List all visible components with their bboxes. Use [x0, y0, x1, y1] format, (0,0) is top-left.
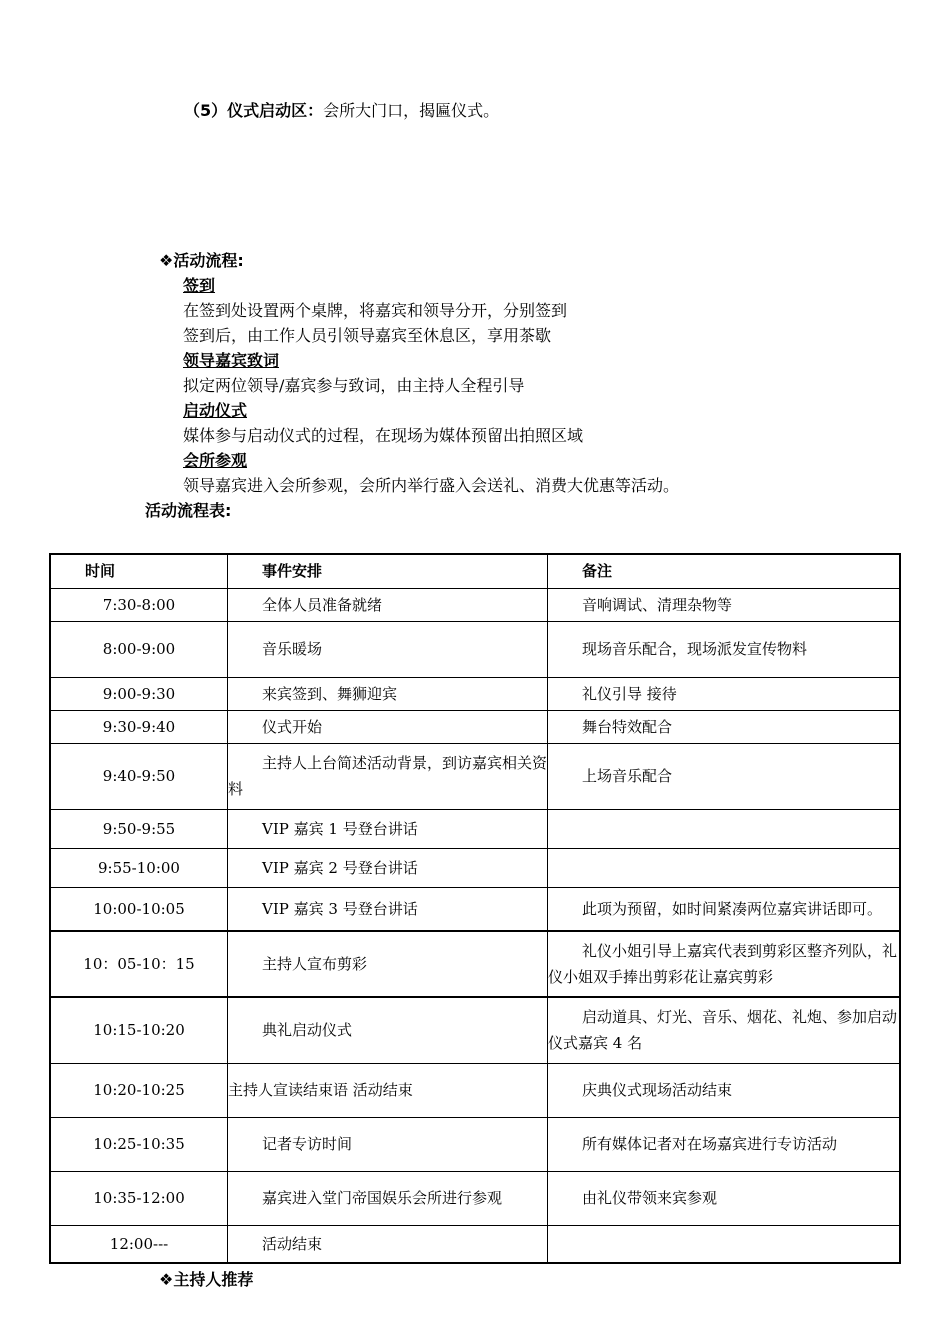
section-line: 拟定两位领导/嘉宾参与致词，由主持人全程引导 [183, 376, 525, 395]
table-row [50, 848, 900, 887]
table-row [50, 809, 900, 848]
table-row [50, 677, 900, 710]
row-time: 7:30-8:00 [50, 588, 228, 621]
table-row [50, 1063, 900, 1117]
row-event: 记者专访时间 [228, 1117, 548, 1171]
row-time: 9:40-9:50 [50, 743, 228, 809]
schedule-table [49, 553, 901, 1264]
section-title-speech: 领导嘉宾致词 [183, 351, 280, 370]
section-title-signin: 签到 [183, 276, 216, 295]
row-event: 主持人宣布剪彩 [228, 931, 548, 997]
table-row [50, 997, 900, 1063]
row-note: 所有媒体记者对在场嘉宾进行专访活动 [548, 1117, 901, 1171]
table-header-row [50, 554, 900, 588]
row-time: 12:00--- [50, 1225, 228, 1263]
row-event: 典礼启动仪式 [228, 997, 548, 1063]
host-heading-text: 主持人推荐 [173, 1270, 254, 1289]
table-row [50, 621, 900, 677]
row-time: 9:00-9:30 [50, 677, 228, 710]
table-row [50, 887, 900, 931]
row-note [548, 809, 901, 848]
row-time: 10:00-10:05 [50, 887, 228, 931]
row-time: 9:30-9:40 [50, 710, 228, 743]
row-event: 主持人上台简述活动背景，到访嘉宾相关资料 [228, 743, 548, 809]
row-event: VIP 嘉宾 3 号登台讲话 [228, 887, 548, 931]
table-row [50, 931, 900, 997]
table-row [50, 588, 900, 621]
row-note: 舞台特效配合 [548, 710, 901, 743]
row-note [548, 848, 901, 887]
table-row [50, 1117, 900, 1171]
row-event: VIP 嘉宾 1 号登台讲话 [228, 809, 548, 848]
header-note: 备注 [548, 554, 901, 588]
row-event: 嘉宾进入堂门帝国娱乐会所进行参观 [228, 1171, 548, 1225]
section-line: 签到后，由工作人员引领导嘉宾至休息区，享用茶歇 [183, 326, 552, 345]
table-row [50, 710, 900, 743]
table-row [50, 1171, 900, 1225]
row-note: 礼仪引导 接待 [548, 677, 901, 710]
table-title: 活动流程表: [145, 501, 232, 520]
row-note [548, 1225, 901, 1263]
table-row [50, 1225, 900, 1263]
row-event: 主持人宣读结束语 活动结束 [228, 1063, 548, 1117]
row-time: 10:25-10:35 [50, 1117, 228, 1171]
row-event: 来宾签到、舞狮迎宾 [228, 677, 548, 710]
row-time: 10:35-12:00 [50, 1171, 228, 1225]
row-event: VIP 嘉宾 2 号登台讲话 [228, 848, 548, 887]
row-time: 10:15-10:20 [50, 997, 228, 1063]
row-note: 上场音乐配合 [548, 743, 901, 809]
row-note: 启动道具、灯光、音乐、烟花、礼炮、参加启动仪式嘉宾 4 名 [548, 997, 901, 1063]
row-time: 8:00-9:00 [50, 621, 228, 677]
process-heading-text: 活动流程: [173, 251, 244, 270]
row-note: 此项为预留，如时间紧凑两位嘉宾讲话即可。 [548, 887, 901, 931]
row-note: 礼仪小姐引导上嘉宾代表到剪彩区整齐列队，礼仪小姐双手捧出剪彩花让嘉宾剪彩 [548, 931, 901, 997]
row-note: 由礼仪带领来宾参观 [548, 1171, 901, 1225]
bullet-icon: ❖ [159, 251, 174, 270]
row-event: 音乐暖场 [228, 621, 548, 677]
ceremony-zone-text: 会所大门口，揭匾仪式。 [323, 101, 500, 120]
row-event: 仪式开始 [228, 710, 548, 743]
row-note: 现场音乐配合，现场派发宣传物料 [548, 621, 901, 677]
section-line: 领导嘉宾进入会所参观，会所内举行盛入会送礼、消费大优惠等活动。 [183, 476, 680, 495]
row-note: 音响调试、清理杂物等 [548, 588, 901, 621]
header-event: 事件安排 [228, 554, 548, 588]
host-heading [159, 1268, 253, 1292]
section-title-launch: 启动仪式 [183, 401, 248, 420]
ceremony-zone-line [184, 99, 499, 123]
row-time: 10：05-10：15 [50, 931, 228, 997]
row-time: 9:50-9:55 [50, 809, 228, 848]
header-time: 时间 [50, 554, 228, 588]
table-row [50, 743, 900, 809]
section-line: 媒体参与启动仪式的过程，在现场为媒体预留出拍照区域 [183, 426, 584, 445]
row-event: 全体人员准备就绪 [228, 588, 548, 621]
row-time: 9:55-10:00 [50, 848, 228, 887]
ceremony-zone-label: （5）仪式启动区： [184, 101, 324, 120]
row-time: 10:20-10:25 [50, 1063, 228, 1117]
section-title-visit: 会所参观 [183, 451, 248, 470]
process-heading [159, 249, 244, 273]
section-line: 在签到处设置两个桌牌，将嘉宾和领导分开，分别签到 [183, 301, 568, 320]
row-event: 活动结束 [228, 1225, 548, 1263]
row-note: 庆典仪式现场活动结束 [548, 1063, 901, 1117]
bullet-icon: ❖ [159, 1270, 174, 1289]
